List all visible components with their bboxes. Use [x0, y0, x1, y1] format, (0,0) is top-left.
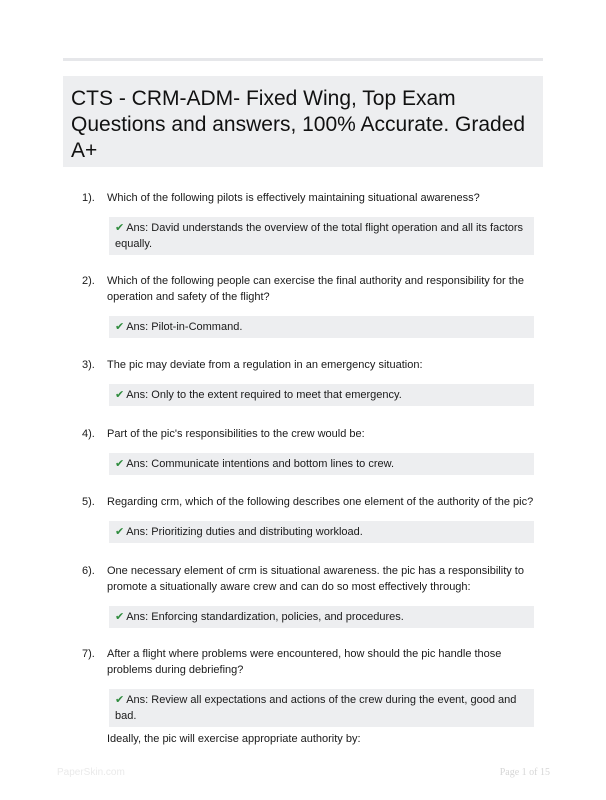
question-text: The pic may deviate from a regulation in an emergency situation:: [107, 359, 423, 371]
answer-text: Ans: Only to the extent required to meet that emergency.: [126, 389, 402, 401]
qa-item-3: [82, 357, 542, 406]
check-icon: ✔: [115, 389, 125, 401]
footer-watermark: PaperSkin.com: [57, 767, 125, 778]
check-icon: ✔: [115, 526, 125, 538]
answer-text: Ans: Communicate intentions and bottom lines to crew.: [126, 458, 395, 470]
question-text: Part of the pic's responsibilities to the crew would be:: [107, 428, 365, 440]
answer-box: [109, 521, 534, 543]
question-text: Which of the following pilots is effectively maintaining situational awareness?: [107, 192, 480, 204]
answer-box: [109, 316, 534, 338]
answer-text: Ans: Pilot-in-Command.: [126, 321, 243, 333]
answer-box: [109, 384, 534, 406]
qa-item-2: [82, 273, 542, 338]
answer-text: Ans: Review all expectations and actions of the crew during the event, good and bad.: [115, 694, 517, 722]
answer-text: Ans: David understands the overview of the total flight operation and all its factors equally.: [115, 222, 524, 250]
question-text: One necessary element of crm is situational awareness. the pic has a responsibility to promote a situationally aware crew and can do so most effectively through:: [107, 565, 524, 593]
check-icon: ✔: [115, 611, 125, 623]
qa-item-6: [82, 563, 542, 628]
question-number: 4).: [82, 428, 95, 440]
qa-item-1: [82, 190, 542, 255]
answer-text: Ans: Prioritizing duties and distributing workload.: [126, 526, 363, 538]
top-divider: [63, 58, 543, 61]
question-text: After a flight where problems were encountered, how should the pic handle those problems during debriefing?: [107, 648, 502, 676]
answer-box: [109, 606, 534, 628]
answer-box: [109, 453, 534, 475]
qa-item-8: [82, 731, 542, 747]
question-text: Which of the following people can exercise the final authority and responsibility for the operation and safety of the flight?: [107, 275, 525, 303]
qa-item-5: [82, 494, 542, 543]
question-number: 5).: [82, 496, 95, 508]
answer-text: Ans: Enforcing standardization, policies, and procedures.: [126, 611, 404, 623]
title-panel: [63, 76, 543, 167]
qa-item-4: [82, 426, 542, 475]
question-text: Ideally, the pic will exercise appropriate authority by:: [107, 733, 361, 745]
question-number: 3).: [82, 359, 95, 371]
page-number: Page 1 of 15: [499, 767, 550, 778]
question-number: 7).: [82, 648, 95, 660]
answer-box: [109, 217, 534, 255]
question-number: 2).: [82, 275, 95, 287]
question-number: 1).: [82, 192, 95, 204]
check-icon: ✔: [115, 694, 125, 706]
check-icon: ✔: [115, 222, 125, 234]
check-icon: ✔: [115, 321, 125, 333]
qa-item-7: [82, 646, 542, 727]
question-text: Regarding crm, which of the following describes one element of the authority of the pic?: [107, 496, 534, 508]
question-number: 6).: [82, 565, 95, 577]
check-icon: ✔: [115, 458, 125, 470]
answer-box: [109, 689, 534, 727]
document-title: CTS - CRM-ADM- Fixed Wing, Top Exam Questions and answers, 100% Accurate. Graded A+: [71, 87, 526, 162]
